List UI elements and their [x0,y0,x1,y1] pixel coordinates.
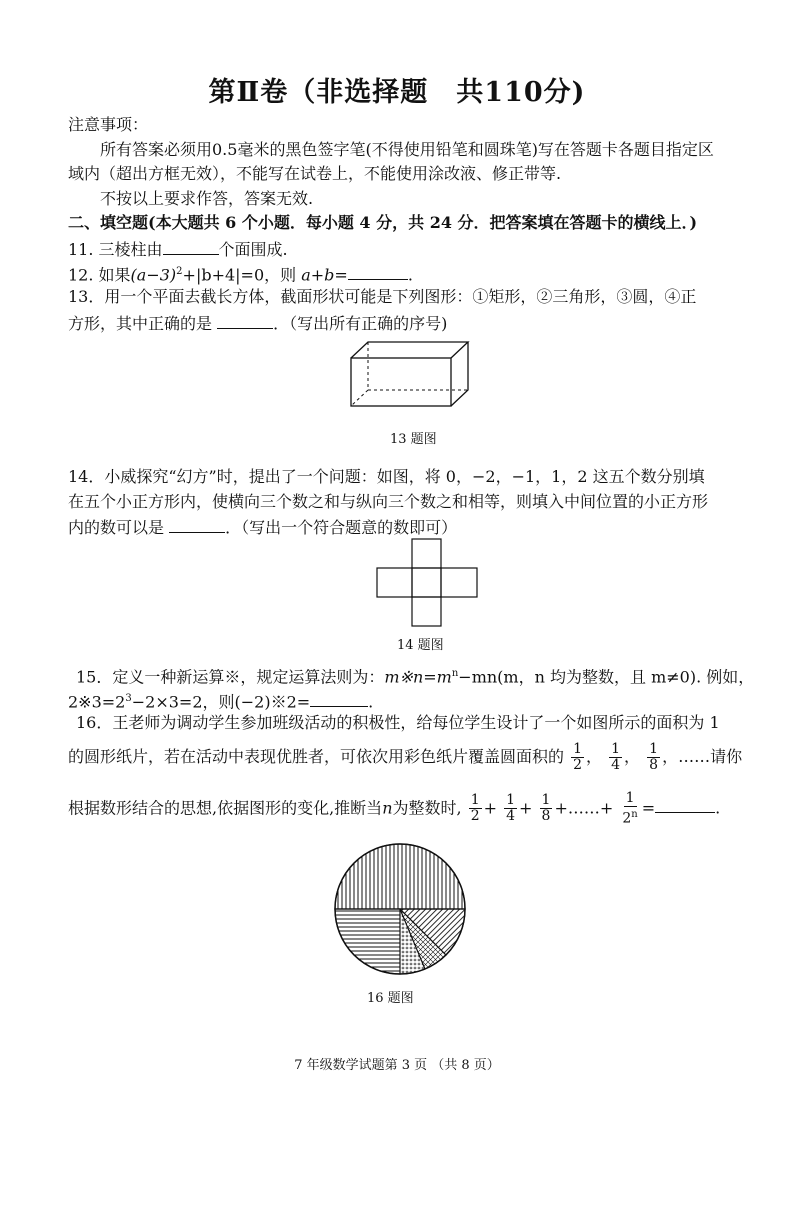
page-footer: 7 年级数学试题第 3 页 （共 8 页） [294,1058,500,1073]
q15-example-a: 2※3=2 [68,692,126,712]
q12-answer-blank[interactable] [348,263,408,280]
page-title: 第Ⅱ卷（非选择题 共110分) [208,77,586,108]
q12-num: 12. 如果 [68,265,131,285]
circle-figure [333,842,467,976]
q11-text-a: 11. 三棱柱由 [68,240,163,259]
q16-text-b: ，……请你 [662,747,743,766]
q14-line-3 [68,516,457,538]
section-heading: 二、填空题(本大题共 6 个小题．每小题 4 分，共 24 分．把答案填在答题卡的横线上．) [68,213,698,232]
q16-end: . [715,798,721,818]
q12-expr: (a−3) [130,265,177,285]
q11-answer-blank[interactable] [163,238,219,255]
q16-n: n [382,798,393,818]
q14-line-1: 14．小威探究“幻方”时，提出了一个问题：如图，将 0，−2，−1，1，2 这五个数分别填 [68,467,705,486]
q16-line-2: 的圆形纸片，若在活动中表现优胜者，可依次用彩色纸片覆盖圆面积的 $\frac{1}{2}$ ， $\frac{1}{4}$ ， $\frac{1}{8}$ ，……请你 [68,741,743,773]
q14-caption: 14 题图 [397,638,444,653]
q13-line-1: 13．用一个平面去截长方体，截面形状可能是下列图形：①矩形，②三角形，③圆，④正 [68,287,697,306]
notice-line-2: 域内（超出方框无效），不能写在试卷上，不能使用涂改液、修正带等. [68,164,562,183]
q16-line-1: 16．王老师为调动学生参加班级活动的积极性，给每位学生设计了一个如图所示的面积为 1 [76,713,720,732]
sum-ellipsis: +……+ [554,798,614,818]
q15-text-c: −mn(m，n 均为整数，且 m≠0). 例如， [458,667,755,687]
q13-caption: 13 题图 [390,432,437,447]
sum-term-half: $\frac{1}{2}$ [470,792,480,825]
sum-term-last: $\frac{1}{2^n}$ [622,790,638,827]
q16-text-d: 为整数时, [392,798,462,818]
question-12 [68,262,413,285]
fraction-half: $\frac{1}{2}$ [573,741,583,773]
cuboid-figure [346,338,476,410]
q14-text-a: 内的数可以是 [68,518,170,537]
q15-answer-blank[interactable] [310,690,368,707]
q16-text-a: 的圆形纸片，若在活动中表现优胜者，可依次用彩色纸片覆盖圆面积的 [68,747,565,766]
q16-text-c: 根据数形结合的思想,依据图形的变化,推断当 [68,798,383,818]
q16-caption: 16 题图 [367,991,414,1006]
cross-grid-figure [376,538,484,628]
sum-term-quarter: $\frac{1}{4}$ [506,792,516,825]
q11-text-b: 个面围成. [218,240,288,259]
notice-heading: 注意事项： [68,115,149,134]
q15-line-2 [68,689,373,712]
q15-formula-exp: n [451,668,459,679]
fraction-quarter: $\frac{1}{4}$ [611,741,621,773]
q12-end: . [407,265,413,285]
q14-line-2: 在五个小正方形内，使横向三个数之和与纵向三个数之和相等，则填入中间位置的小正方形 [68,492,709,511]
q12-exp: 2 [176,266,183,277]
notice-line-3: 不按以上要求作答，答案无效. [100,189,314,208]
notice-line-1: 所有答案必须用0.5毫米的黑色签字笔(不得使用铅笔和圆珠笔)写在答题卡各题目指定区 [100,140,714,159]
q15-end: . [368,692,374,712]
q15-formula: m※n=m [384,667,452,687]
q12-expr2: +|b+4|=0，则 [182,265,302,285]
q12-expr3: a+b= [301,265,348,285]
q13-answer-blank[interactable] [217,312,273,329]
sum-term-eighth: $\frac{1}{8}$ [541,792,551,825]
q15-text-a: 15．定义一种新运算※，规定运算法则为： [76,667,385,687]
question-11 [68,238,288,260]
q13-text-b: ．（写出所有正确的序号) [273,314,448,333]
q14-answer-blank[interactable] [169,516,225,533]
sum-equals: = [641,798,656,818]
q16-answer-blank[interactable] [655,796,715,813]
q14-text-b: ．（写出一个符合题意的数即可） [225,518,458,537]
fraction-eighth: $\frac{1}{8}$ [649,741,659,773]
q15-line-1 [76,664,754,687]
q13-line-2 [68,312,447,334]
q15-example-b: −2×3=2，则(−2)※2= [131,692,311,712]
q16-line-3: 根据数形结合的思想,依据图形的变化,推断当n为整数时, $\frac{1}{2}$ + $\frac{1}{4}$ + $\frac{1}{8}$ +……+ $\frac{1}{2^n}$ = . [68,790,721,827]
q15-example-exp: 3 [125,693,132,704]
q13-text-a: 方形，其中正确的是 [68,314,218,333]
